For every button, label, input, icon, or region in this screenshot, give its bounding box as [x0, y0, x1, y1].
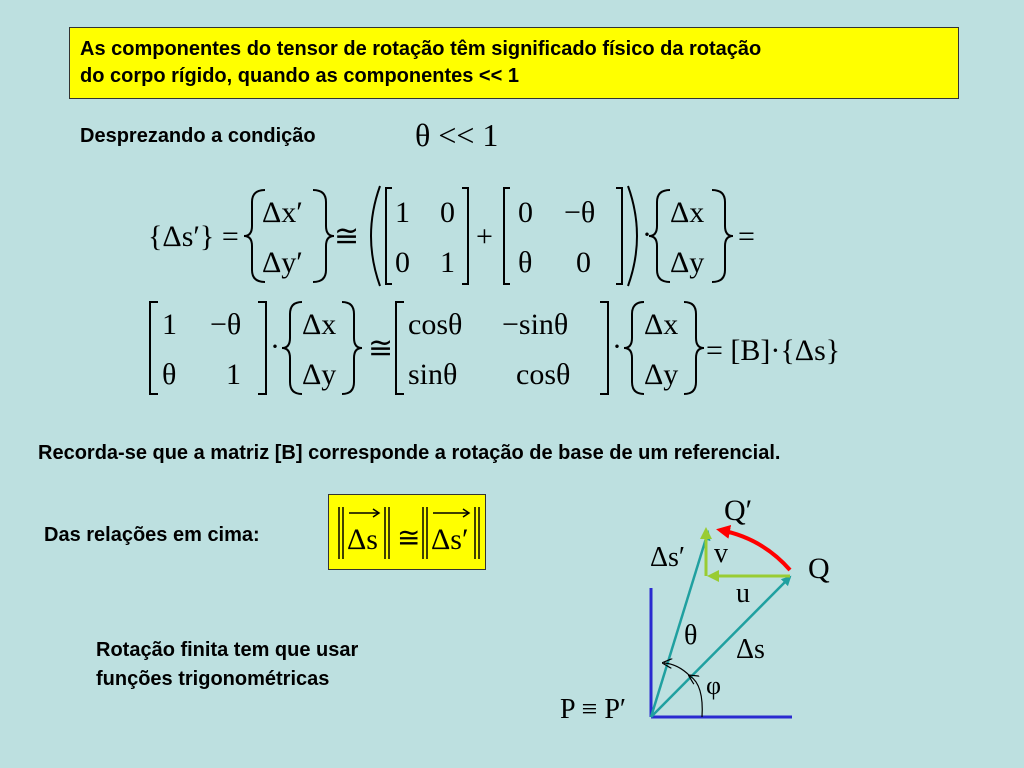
eq1-paren-right [628, 186, 637, 286]
label-phi: φ [706, 671, 722, 700]
eq1-vecp-1: Δy′ [262, 246, 303, 279]
eq2-vec1-brace-left [282, 302, 302, 394]
relations-formula-box [328, 494, 486, 570]
eq1-vecp-0: Δx′ [262, 196, 303, 229]
eq2-vec1-0: Δx [302, 308, 337, 341]
eq1-rot-01: −θ [564, 196, 596, 229]
finite-rotation-line2: funções trigonométricas [96, 668, 330, 690]
eq2-dot2: · [612, 330, 622, 363]
header-note-line2: do corpo rígido, quando as componentes << 1 [80, 65, 519, 87]
equation-1 [140, 182, 780, 290]
eq2-mat1-10: θ [162, 358, 177, 391]
eq1-id-10: 0 [395, 246, 410, 279]
eq2-vec1-brace-right [342, 302, 362, 394]
eq1-rot-00: 0 [518, 196, 533, 229]
eq1-id-bracket-right [462, 188, 468, 284]
condition-formula: θ << 1 [415, 117, 499, 153]
eq1-brace-right [313, 190, 334, 282]
eq1-plus: + [476, 220, 493, 253]
eq1-lhs: {Δs′} = [148, 220, 239, 253]
diagram-phi-arc [690, 676, 702, 717]
eq2-approx: ≅ [368, 332, 394, 365]
eq2-mat2-bracket-right [600, 302, 608, 394]
eq2-rot-00: cosθ [408, 308, 463, 341]
relations-approx: ≅ [397, 523, 421, 554]
finite-rotation-line1: Rotação finita tem que usar [96, 639, 359, 661]
rotation-diagram [540, 480, 860, 740]
eq2-mat1-bracket-right [258, 302, 266, 394]
eq2-vec2-brace-left [624, 302, 644, 394]
recorda-text: Recorda-se que a matriz [B] corresponde a rotação de base de um referencial. [38, 442, 781, 464]
eq1-vec-brace-right [712, 190, 733, 282]
eq2-vec2-1: Δy [644, 358, 679, 391]
eq1-dot: · [642, 218, 652, 251]
label-ds-prime: Δs′ [650, 542, 686, 573]
eq2-dot1: · [270, 330, 280, 363]
eq1-id-bracket-left [386, 188, 392, 284]
label-p: P ≡ P′ [560, 694, 627, 725]
eq2-mat1-01: −θ [210, 308, 242, 341]
header-note-box [69, 27, 959, 99]
label-u: u [736, 578, 750, 609]
eq2-mat2-bracket-left [396, 302, 404, 394]
relations-formula [329, 495, 487, 571]
eq2-mat1-00: 1 [162, 308, 177, 341]
header-note-line1: As componentes do tensor de rotação têm significado físico da rotação [80, 38, 762, 60]
label-ds: Δs [736, 634, 765, 665]
eq1-rot-bracket-left [504, 188, 510, 284]
label-theta: θ [684, 620, 698, 651]
eq1-vec-0: Δx [670, 196, 705, 229]
eq2-rot-11: cosθ [516, 358, 571, 391]
eq2-rot-01: −sinθ [502, 308, 569, 341]
relations-ds: Δs [347, 523, 378, 556]
label-q: Q [808, 552, 830, 585]
eq1-vec-brace-left [649, 190, 670, 282]
eq1-equals: = [738, 220, 755, 253]
eq2-vec1-1: Δy [302, 358, 337, 391]
eq1-id-00: 1 [395, 196, 410, 229]
eq1-rot-11: 0 [576, 246, 591, 279]
label-q-prime: Q′ [724, 494, 753, 527]
eq1-rot-10: θ [518, 246, 533, 279]
eq2-mat1-11: 1 [226, 358, 241, 391]
eq1-vec-1: Δy [670, 246, 705, 279]
eq1-approx: ≅ [334, 220, 360, 253]
eq1-id-11: 1 [440, 246, 455, 279]
label-v: v [714, 538, 728, 569]
relations-label: Das relações em cima: [44, 524, 260, 546]
relations-ds-prime: Δs′ [431, 523, 469, 556]
eq2-vec2-0: Δx [644, 308, 679, 341]
diagram-rotation-arc [720, 530, 790, 570]
eq1-id-01: 0 [440, 196, 455, 229]
eq1-paren-left [371, 186, 380, 286]
eq1-rot-bracket-right [616, 188, 622, 284]
eq2-result: = [B]·{Δs} [706, 334, 841, 367]
equation-2 [140, 298, 860, 398]
eq2-vec2-brace-right [684, 302, 704, 394]
eq2-rot-10: sinθ [408, 358, 458, 391]
eq2-mat1-bracket-left [150, 302, 158, 394]
condition-label: Desprezando a condição [80, 125, 316, 147]
